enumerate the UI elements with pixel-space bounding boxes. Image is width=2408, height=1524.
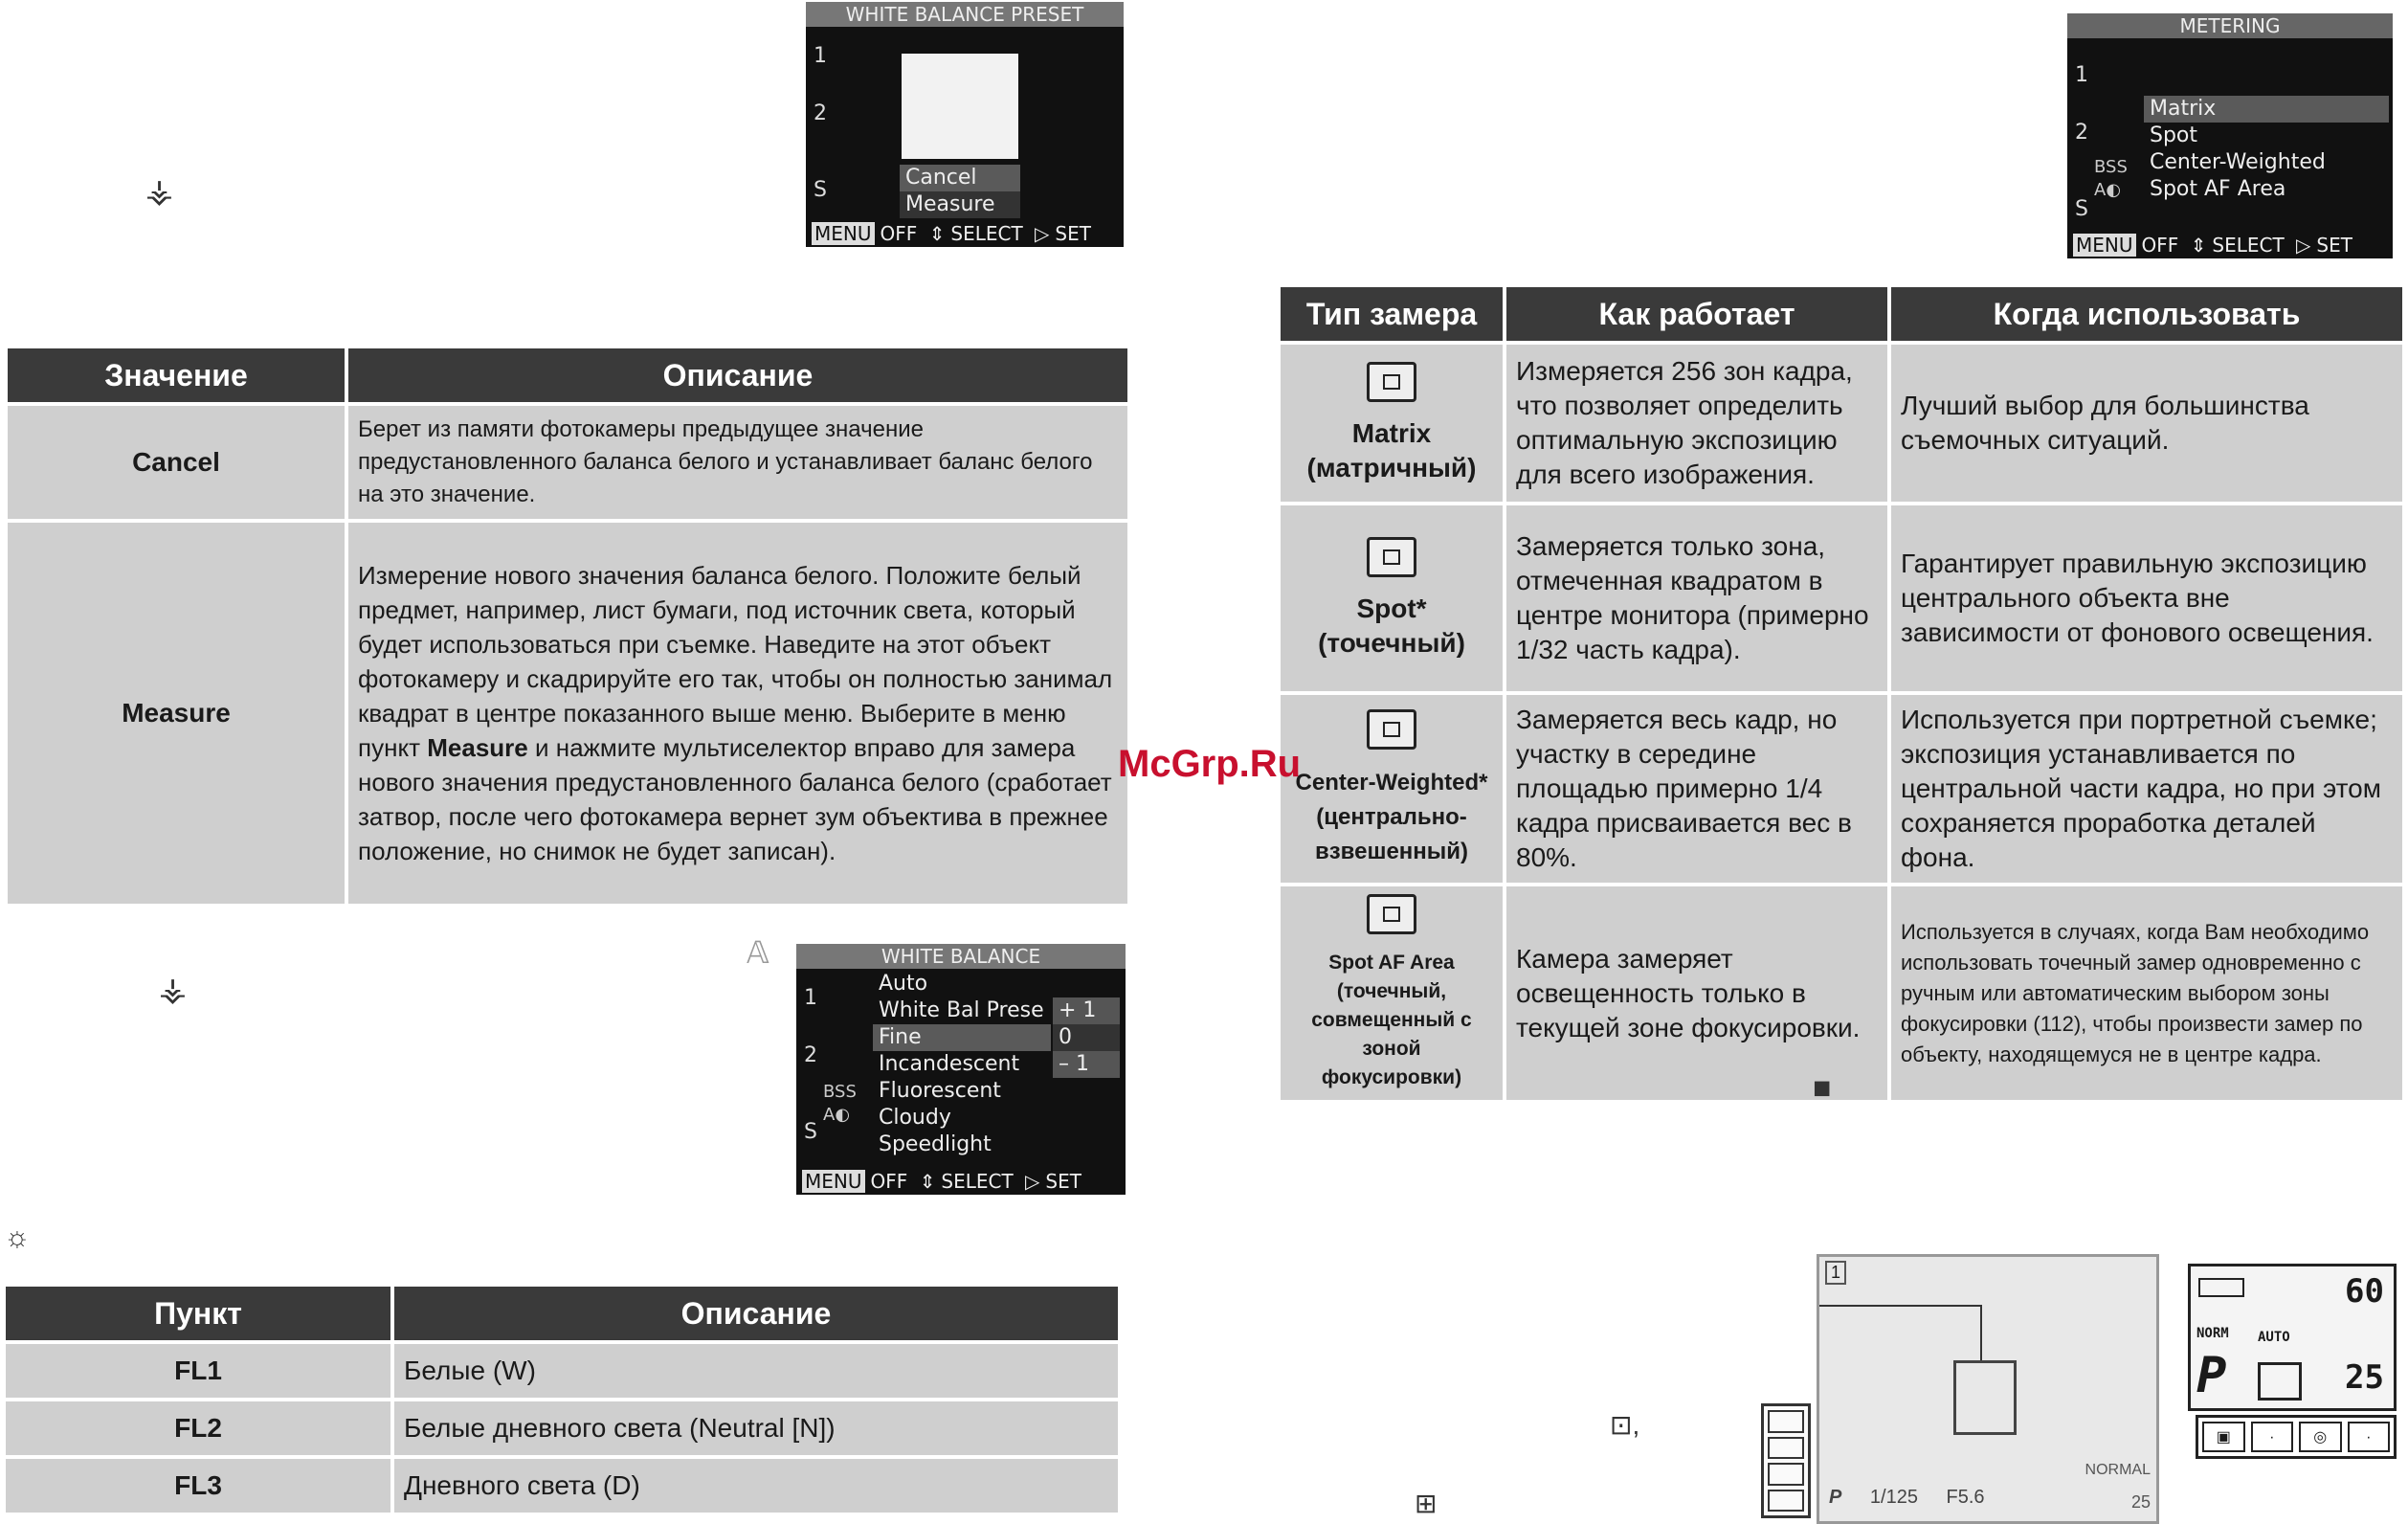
wb-preset-icon-2: ⚶ <box>159 972 187 1008</box>
wb-title: WHITE BALANCE <box>796 944 1126 969</box>
col-desc-header: Описание <box>394 1287 1118 1340</box>
screen-footer: MENU OFF ⇕ SELECT ▷ SET <box>806 220 1124 247</box>
metering-title: METERING <box>2067 13 2393 38</box>
tab-1: 1 <box>814 44 827 68</box>
spot-af-area-icon <box>1367 894 1416 934</box>
reference-icon: ■ <box>1813 1070 1832 1105</box>
vf-status-bar <box>1829 1487 2147 1509</box>
tab-s: S <box>2075 197 2088 221</box>
fluorescent-icon: ☼ <box>4 1221 31 1253</box>
option-matrix[interactable]: Matrix <box>2144 96 2389 123</box>
spot-af-icon-small: ⊞ <box>1415 1489 1438 1518</box>
ae-label: A◐ <box>823 1105 851 1125</box>
row-desc: Белые (W) <box>394 1344 1118 1398</box>
meter-when-cell: Используется при портретной съемке; экспозиция устанавливается по центральной части кадра, но при этом сохраняется проработка деталей фона. <box>1891 695 2402 883</box>
row-desc: Измерение нового значения баланса белого. Положите белый предмет, например, лист бумаги, под источник света, который будет использоваться при съемке. Наведите на этот объект фотокамеру и скадрируйте его так, чтобы он полностью занимал квадрат в центре показанного выше меню. Выберите в меню пункт Measure и нажмите мультиселектор вправо для замера нового значения предустановленного баланса белого (сработает затвор, после чего фотокамера вернет зум объектива в прежнее положение, но снимок не будет записан). <box>348 523 1127 904</box>
tab-2: 2 <box>804 1043 817 1067</box>
meter-type-cell: Spot* (точечный) <box>1281 505 1503 691</box>
viewfinder-display <box>1817 1254 2159 1524</box>
col-desc-header: Описание <box>348 348 1127 402</box>
wb-preset-screen <box>806 2 1124 247</box>
meter-how-cell: Измеряется 256 зон кадра, что позволяет определить оптимальную экспозицию для всего изображения. <box>1506 345 1887 502</box>
row-key: Measure <box>8 523 345 904</box>
vf-mode: P <box>1829 1487 1842 1508</box>
option-spot[interactable]: Spot <box>2150 123 2198 147</box>
af-bracket-vertical <box>1980 1305 1982 1362</box>
metering-screen <box>2067 13 2393 258</box>
option-fine[interactable]: Fine <box>873 1024 1051 1051</box>
meter-type-cell: Center-Weighted* (центрально-взвешенный) <box>1281 695 1503 883</box>
lcd-mode: P <box>2196 1347 2227 1404</box>
spot-icon <box>1367 537 1416 577</box>
tab-s: S <box>804 1120 817 1144</box>
table-row <box>1281 886 2402 1100</box>
metering-table <box>1277 283 2406 1104</box>
screen-footer: MENU OFF ⇕ SELECT ▷ SET <box>2067 232 2393 258</box>
option-fluorescent[interactable]: Fluorescent <box>879 1079 1001 1103</box>
spot-mode-icon: ⊡, <box>1610 1410 1640 1440</box>
table-row <box>1281 695 2402 883</box>
option-incandescent[interactable]: Incandescent <box>879 1052 1020 1076</box>
lcd-auto: AUTO <box>2258 1330 2290 1345</box>
fine-minus-one[interactable]: – 1 <box>1053 1051 1120 1078</box>
ae-label: A◐ <box>2094 180 2122 200</box>
option-cancel[interactable]: Cancel <box>900 165 1020 191</box>
watermark: McGrp.Ru <box>1118 743 1302 785</box>
wb-preset-icon: ⚶ <box>145 173 173 210</box>
meter-how-cell: Камера замеряет освещенность только в текущей зоне фокусировки. <box>1506 886 1887 1100</box>
table-row <box>8 406 1127 519</box>
option-cloudy[interactable]: Cloudy <box>879 1106 951 1130</box>
col-value-header: Значение <box>8 348 345 402</box>
wb-preset-table <box>4 345 1131 908</box>
option-measure[interactable]: Measure <box>900 191 1020 218</box>
meter-when-cell: Лучший выбор для большинства съемочных ситуаций. <box>1891 345 2402 502</box>
mode-center-icon: ◎ <box>2299 1422 2342 1452</box>
col-type-header: Тип замера <box>1281 287 1503 341</box>
table-row <box>1281 505 2402 691</box>
fluorescent-table <box>2 1283 1122 1516</box>
meter-how-cell: Замеряется только зона, отмеченная квадратом в центре монитора (примерно 1/32 часть кадра). <box>1506 505 1887 691</box>
center-weighted-icon <box>1367 709 1416 750</box>
bss-label: BSS <box>823 1082 857 1102</box>
row-key: FL1 <box>6 1344 390 1398</box>
mode-spot-icon: · <box>2251 1422 2294 1452</box>
spot-frame <box>1953 1360 2017 1435</box>
table-row <box>6 1344 1118 1398</box>
af-bracket <box>1819 1305 1982 1307</box>
row-key: Cancel <box>8 406 345 519</box>
control-panel-lcd <box>2188 1264 2397 1411</box>
lcd-count: 25 <box>2345 1358 2384 1397</box>
option-center-weighted[interactable]: Center-Weighted <box>2150 150 2326 174</box>
row-key: FL3 <box>6 1459 390 1513</box>
wb-screen <box>796 944 1126 1195</box>
option-spot-af-area[interactable]: Spot AF Area <box>2150 177 2286 201</box>
auto-a-icon: 𝔸 <box>747 935 769 970</box>
lcd-top-value: 60 <box>2345 1272 2384 1311</box>
tab-2: 2 <box>2075 121 2088 145</box>
screen-footer: MENU OFF ⇕ SELECT ▷ SET <box>796 1168 1126 1195</box>
mode-matrix-icon: ▣ <box>2202 1422 2245 1452</box>
vf-aperture: F5.6 <box>1946 1487 1985 1508</box>
tab-1: 1 <box>2075 63 2088 87</box>
tab-2: 2 <box>814 101 827 125</box>
wb-preset-title: WHITE BALANCE PRESET <box>806 2 1124 27</box>
meter-type-cell: Matrix (матричный) <box>1281 345 1503 502</box>
lcd-norm: NORM <box>2196 1326 2229 1341</box>
table-row <box>1281 345 2402 502</box>
vf-remaining: 25 <box>2130 1492 2151 1512</box>
fine-plus-one[interactable]: + 1 <box>1053 997 1120 1024</box>
metering-mode-bar <box>2196 1415 2397 1459</box>
row-desc: Белые дневного света (Neutral [N]) <box>394 1401 1118 1455</box>
row-desc: Берет из памяти фотокамеры предыдущее значение предустановленного баланса белого и устанавливает баланс белого на это значение. <box>348 406 1127 519</box>
col-item-header: Пункт <box>6 1287 390 1340</box>
mode-spot-af-icon: · <box>2348 1422 2391 1452</box>
row-key: FL2 <box>6 1401 390 1455</box>
white-target-square <box>902 54 1018 159</box>
option-wb-preset[interactable]: White Bal Prese <box>879 998 1044 1022</box>
fine-zero[interactable]: 0 <box>1053 1024 1120 1051</box>
option-auto[interactable]: Auto <box>879 972 928 996</box>
vf-shutter: 1/125 <box>1869 1487 1918 1508</box>
row-desc: Дневного света (D) <box>394 1459 1118 1513</box>
lcd-spot-indicator <box>2258 1362 2302 1401</box>
bss-label: BSS <box>2094 157 2128 177</box>
metering-mode-column <box>1761 1403 1811 1518</box>
vf-quality: NORMAL <box>2085 1462 2151 1478</box>
matrix-icon <box>1367 362 1416 402</box>
col-how-header: Как работает <box>1506 287 1887 341</box>
meter-when-cell: Гарантирует правильную экспозицию центрального объекта вне зависимости от фонового освещения. <box>1891 505 2402 691</box>
meter-when-cell: Используется в случаях, когда Вам необходимо использовать точечный замер одновременно с ручным или автоматическим выбором зоны фокусировки (112), чтобы произвести замер по объекту, находящемуся не в центре кадра. <box>1891 886 2402 1100</box>
col-when-header: Когда использовать <box>1891 287 2402 341</box>
table-row <box>6 1401 1118 1455</box>
battery-icon <box>2198 1278 2244 1297</box>
frame-number: 1 <box>1825 1261 1846 1285</box>
table-row <box>6 1459 1118 1513</box>
tab-s: S <box>814 178 827 202</box>
tab-1: 1 <box>804 986 817 1010</box>
meter-type-cell: Spot AF Area (точечный, совмещенный с зоной фокусировки) <box>1281 886 1503 1100</box>
option-speedlight[interactable]: Speedlight <box>879 1132 992 1156</box>
meter-how-cell: Замеряется весь кадр, но участку в середине площадью примерно 1/4 кадра присваивается вес в 80%. <box>1506 695 1887 883</box>
table-row <box>8 523 1127 904</box>
